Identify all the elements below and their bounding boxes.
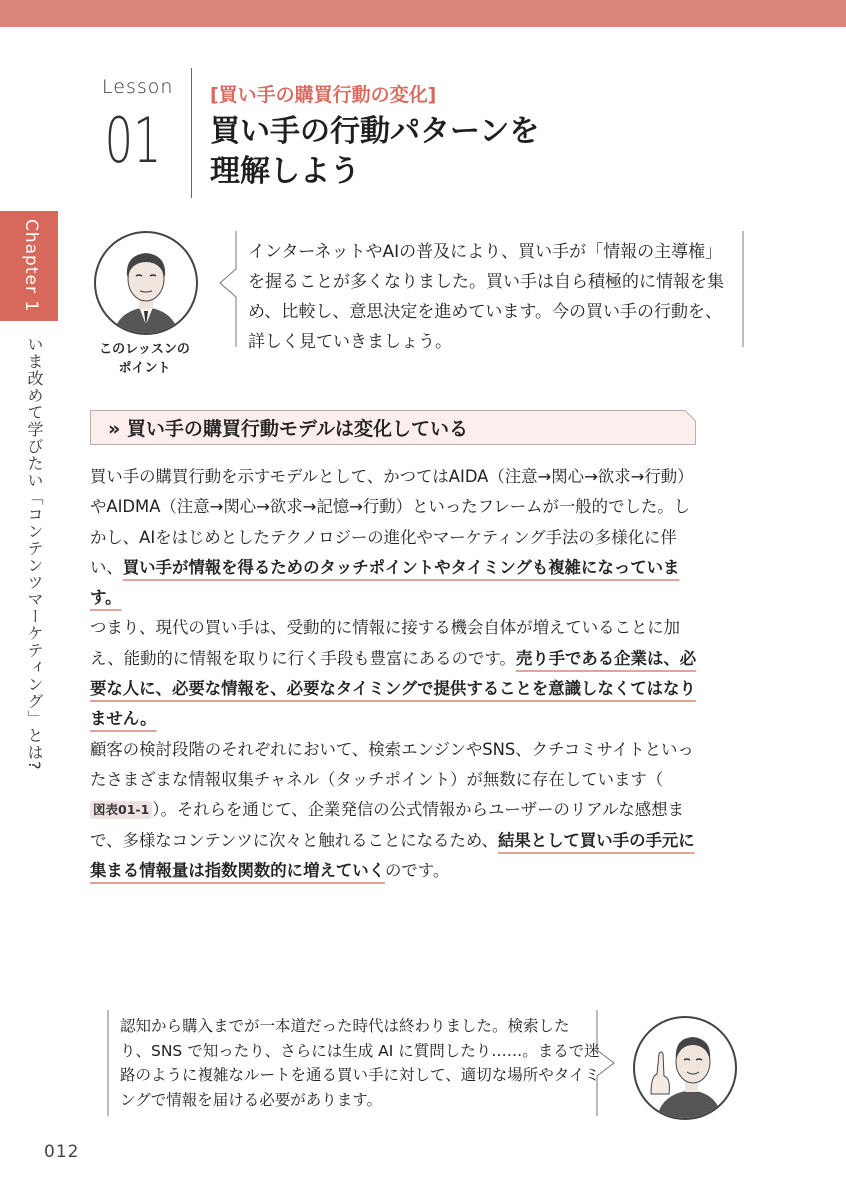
running-title: いま改めて学びたい「コンテンツマーケティング」とは?	[25, 336, 44, 771]
paragraph-3	[90, 735, 698, 886]
page-number: 012	[44, 1142, 80, 1162]
lesson-title	[210, 112, 539, 192]
caption-line-2: ポイント	[118, 361, 171, 376]
paragraph-2-text: つまり、現代の買い手は、受動的に情報に接する機会自体が増えていることに加え、能動的に情報を取りに行く手段も豊富にあるのです。	[90, 618, 681, 668]
paragraph-3-text-a: 顧客の検討段階のそれぞれにおいて、検索エンジンやSNS、クチコミサイトといったさまざまな情報収集チャネル（タッチポイント）が無数に存在しています（	[90, 739, 694, 789]
paragraph-3-text-b: ）。それらを通じて、企業発信の公式情報からユーザーのリアルな感想まで、多様なコンテンツに次々と触れることになるため、	[90, 800, 684, 850]
section-heading	[108, 414, 468, 441]
lesson-point-text: インターネットやAIの普及により、買い手が「情報の主導権」を握ることが多くなりました。買い手は自ら積極的に情報を集め、比較し、意思決定を進めています。今の買い手の行動を、詳しく見ていきましょう。	[248, 242, 724, 352]
lesson-point-caption	[82, 340, 207, 378]
title-line-1: 買い手の行動パターンを	[210, 114, 540, 149]
lesson-label: Lesson	[102, 76, 174, 98]
paragraph-2	[90, 613, 698, 734]
author-illustration	[96, 233, 196, 333]
emphasis-2: 売り手である企業は、必要な人に、必要な情報を、必要なタイミングで提供することを意識しなくてはなりません。	[90, 648, 697, 729]
emphasis-3: 結果として買い手の手元に集まる情報量は指数関数的に増えていく	[90, 830, 695, 880]
paragraph-1	[90, 462, 698, 613]
paragraph-3-text-c: のです。	[385, 860, 450, 880]
author-pointing-illustration	[635, 1018, 735, 1118]
closing-comment: 認知から購入までが一本道だった時代は終わりました。検索したり、SNS で知ったり、さらには生成 AI に質問したり……。まるで迷路のように複雑なルートを通る買い手に対して、適切な場所やタイミングで情報を届ける必要があります。	[120, 1017, 600, 1109]
body-text	[90, 462, 698, 886]
figure-reference[interactable]: 図表01-1	[90, 801, 152, 819]
paragraph-1-text: 買い手の購買行動を示すモデルとして、かつてはAIDA（注意→関心→欲求→行動）やAIDMA（注意→関心→欲求→記憶→行動）といったフレームが一般的でした。しかし、AIをはじめとしたテクノロジーの進化やマーケティング手法の多様化に伴い、	[90, 467, 694, 577]
section-heading-text: 買い手の購買行動モデルは変化している	[126, 418, 468, 440]
lesson-subtitle: [買い手の購買行動の変化]	[210, 84, 437, 106]
header-divider	[191, 68, 192, 198]
author-portrait-pointing	[633, 1016, 737, 1120]
section-marker: »	[108, 418, 121, 440]
lesson-number: 01	[104, 104, 162, 177]
chapter-label: Chapter 1	[21, 219, 41, 313]
emphasis-1: 買い手が情報を得るためのタッチポイントやタイミングも複雑になっています。	[90, 557, 680, 608]
top-color-bar	[0, 0, 846, 27]
title-line-2: 理解しよう	[210, 154, 360, 189]
author-portrait	[94, 231, 198, 335]
caption-line-1: このレッスンの	[99, 342, 190, 357]
